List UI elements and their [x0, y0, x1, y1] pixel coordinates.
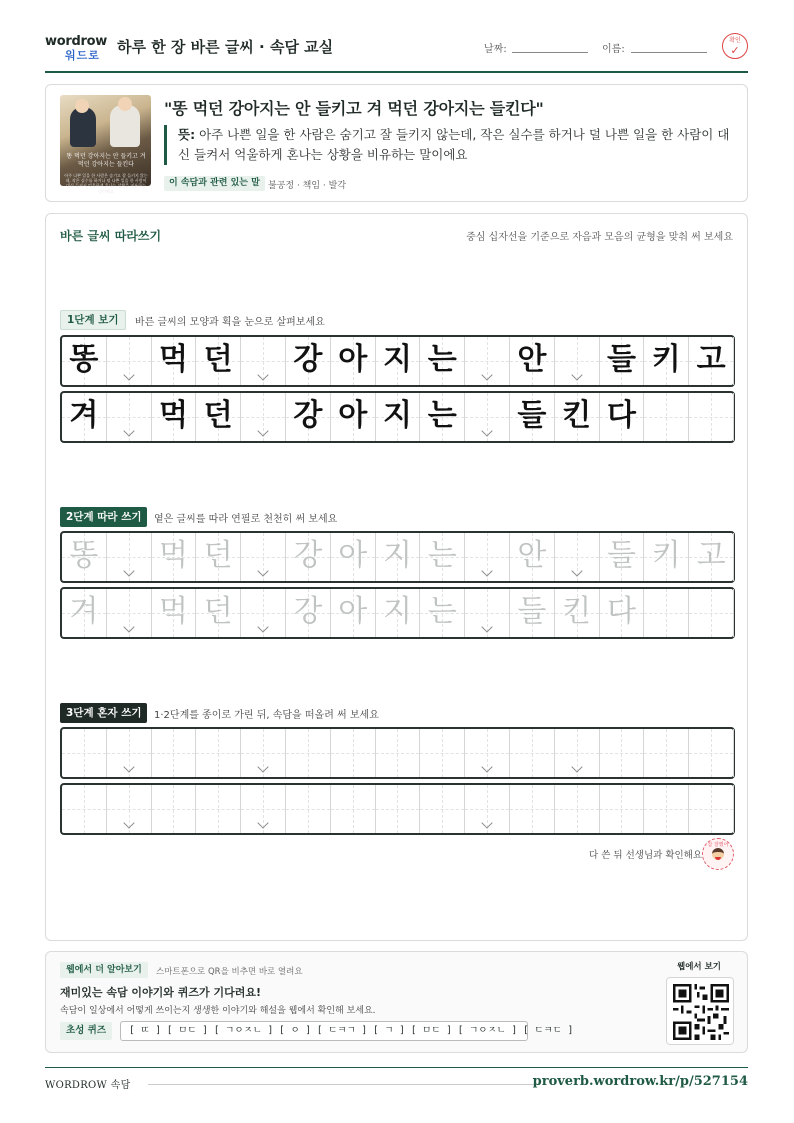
- grid-cell: [286, 337, 331, 385]
- logo-korean: 워드로: [65, 49, 100, 62]
- grid-cell[interactable]: [62, 533, 107, 581]
- practice-note: 중심 십자선을 기준으로 자음과 모음의 균형을 맞춰 써 보세요: [466, 232, 733, 243]
- space-mark-icon: [481, 621, 492, 632]
- grid-character: 안: [517, 538, 547, 573]
- grid-cell[interactable]: [689, 589, 734, 637]
- step1-row-1: [60, 335, 735, 387]
- quiz-label: 초성 퀴즈: [60, 1022, 112, 1040]
- grid-cell: [196, 337, 241, 385]
- grid-character: 아: [338, 538, 368, 573]
- grid-cell: [376, 393, 421, 441]
- grid-character: 던: [203, 594, 233, 629]
- space-mark-icon: [257, 761, 268, 772]
- grid-cell[interactable]: [107, 533, 152, 581]
- step3-badge: 3단계 혼자 쓰기: [60, 703, 147, 723]
- web-headline: 재미있는 속담 이야기와 퀴즈가 기다려요!: [60, 986, 261, 999]
- grid-cell[interactable]: [331, 785, 376, 833]
- step2-desc: 옅은 글씨를 따라 연필로 천천히 써 보세요: [154, 514, 338, 525]
- space-mark-icon: [123, 565, 134, 576]
- grid-cell: [510, 393, 555, 441]
- grid-cell[interactable]: [510, 589, 555, 637]
- grid-cell[interactable]: [510, 729, 555, 777]
- grid-character: 는: [427, 538, 457, 573]
- grid-character: 들: [517, 594, 547, 629]
- grid-cell[interactable]: [600, 785, 645, 833]
- grid-character: 는: [427, 398, 457, 433]
- stamp-text: 확인: [729, 37, 741, 44]
- grid-cell: [600, 337, 645, 385]
- teacher-check-note: 다 쓴 뒤 선생님과 확인해요: [589, 850, 703, 861]
- related-words-label: 이 속담과 관련 있는 말: [164, 176, 265, 191]
- grid-cell: [152, 337, 197, 385]
- checkmark-icon: ✓: [730, 44, 740, 57]
- grid-cell[interactable]: [152, 785, 197, 833]
- grid-character: 들: [607, 538, 636, 573]
- grid-character: 지: [383, 594, 412, 629]
- step2-row-2[interactable]: [60, 587, 735, 639]
- grid-cell[interactable]: [465, 589, 510, 637]
- grid-cell: [62, 393, 107, 441]
- grid-character: 겨: [69, 594, 99, 629]
- name-field[interactable]: [631, 52, 707, 53]
- grid-character: 키: [651, 342, 681, 377]
- space-mark-icon: [123, 425, 134, 436]
- grid-cell: [600, 393, 645, 441]
- grid-cell[interactable]: [555, 729, 600, 777]
- proverb-title: "똥 먹던 강아지는 안 들키고 겨 먹던 강아지는 들킨다": [164, 99, 544, 118]
- grid-cell[interactable]: [644, 785, 689, 833]
- step3-row-2[interactable]: [60, 783, 735, 835]
- grid-character: 지: [383, 538, 412, 573]
- grid-cell[interactable]: [286, 533, 331, 581]
- step2-badge: 2단계 따라 쓰기: [60, 507, 147, 527]
- grid-cell[interactable]: [286, 729, 331, 777]
- space-mark-icon: [257, 565, 268, 576]
- grid-character: 고: [696, 342, 726, 377]
- grid-cell[interactable]: [376, 533, 421, 581]
- grid-character: 들: [607, 342, 636, 377]
- grid-character: 들: [517, 398, 547, 433]
- meaning-text: 아주 나쁜 일을 한 사람은 숨기고 잘 들키지 않는데, 작은 실수를 하거나 덜 나쁜 일을 한 사람이 대신 들켜서 억울하게 혼나는 상황을 비유하는 말이에요: [178, 127, 730, 162]
- web-description: 속담이 일상에서 어떻게 쓰이는지 생생한 이야기와 해설을 웹에서 확인해 보세요.: [60, 1006, 376, 1016]
- grid-cell[interactable]: [420, 729, 465, 777]
- space-mark-icon: [257, 621, 268, 632]
- grid-cell: [286, 393, 331, 441]
- grid-character: 는: [427, 342, 457, 377]
- grid-character: 고: [696, 538, 726, 573]
- space-mark-icon: [257, 817, 268, 828]
- step3-desc: 1·2단계를 종이로 가린 뒤, 속담을 떠올려 써 보세요: [154, 710, 379, 721]
- grid-cell[interactable]: [376, 589, 421, 637]
- grid-character: 아: [338, 594, 368, 629]
- grid-character: 강: [293, 398, 323, 433]
- grid-cell[interactable]: [107, 729, 152, 777]
- check-stamp-icon: [722, 33, 748, 59]
- grid-cell[interactable]: [241, 533, 286, 581]
- grid-character: 똥: [69, 538, 99, 573]
- grid-cell[interactable]: [600, 533, 645, 581]
- grid-character: 키: [651, 538, 681, 573]
- grid-cell: [689, 393, 734, 441]
- space-mark-icon: [257, 369, 268, 380]
- grid-character: 아: [338, 342, 368, 377]
- grid-cell: [241, 393, 286, 441]
- logo-wordmark: wordrow: [45, 34, 107, 49]
- space-mark-icon: [481, 761, 492, 772]
- grid-character: 아: [338, 398, 368, 433]
- grid-cell[interactable]: [62, 589, 107, 637]
- page-header: [45, 30, 748, 73]
- grid-character: 킨: [562, 594, 592, 629]
- grid-cell[interactable]: [286, 589, 331, 637]
- grid-character: 강: [293, 342, 323, 377]
- grid-cell[interactable]: [107, 589, 152, 637]
- grid-cell[interactable]: [196, 533, 241, 581]
- grid-character: 지: [383, 342, 412, 377]
- space-mark-icon: [481, 817, 492, 828]
- grid-cell: [331, 337, 376, 385]
- footer-rule: [148, 1084, 540, 1085]
- grid-cell: [107, 337, 152, 385]
- space-mark-icon: [481, 425, 492, 436]
- grid-cell[interactable]: [465, 533, 510, 581]
- grid-cell[interactable]: [196, 785, 241, 833]
- space-mark-icon: [257, 425, 268, 436]
- grid-cell[interactable]: [555, 785, 600, 833]
- space-mark-icon: [123, 817, 134, 828]
- grid-character: 는: [427, 594, 457, 629]
- proverb-card: [45, 84, 748, 202]
- grid-cell[interactable]: [241, 785, 286, 833]
- grid-character: 던: [203, 398, 233, 433]
- grid-character: 겨: [69, 398, 99, 433]
- qr-code-icon[interactable]: [666, 977, 734, 1045]
- grid-cell[interactable]: [420, 785, 465, 833]
- footer-url-link[interactable]: proverb.wordrow.kr/p/527154: [532, 1074, 748, 1089]
- space-mark-icon: [123, 761, 134, 772]
- grid-character: 던: [203, 342, 233, 377]
- practice-section: [45, 213, 748, 941]
- grid-cell: [152, 393, 197, 441]
- grid-cell[interactable]: [152, 533, 197, 581]
- grid-cell[interactable]: [600, 589, 645, 637]
- grid-cell: [107, 393, 152, 441]
- chosung-quiz: [ ㄸ ] [ ㅁㄷ ] [ ㄱㅇㅈㄴ ] [ ㅇ ] [ ㄷㅋㄱ ] [ ㄱ ] [ ㅁㄷ ] [ ㄱㅇㅈㄴ ] [ ㄷㅋㄷ ]: [120, 1021, 528, 1041]
- step1-badge: 1단계 보기: [60, 310, 126, 330]
- name-label: 이름:: [602, 44, 625, 55]
- grid-cell[interactable]: [465, 729, 510, 777]
- grid-cell[interactable]: [331, 589, 376, 637]
- step1-row-2: [60, 391, 735, 443]
- grid-cell[interactable]: [465, 785, 510, 833]
- grid-cell[interactable]: [420, 533, 465, 581]
- grid-cell[interactable]: [644, 533, 689, 581]
- meaning-label: 뜻:: [178, 127, 196, 142]
- good-job-sticker-icon: [702, 838, 734, 870]
- grid-cell: [331, 393, 376, 441]
- sticker-text: 참 잘했어: [707, 842, 729, 848]
- space-mark-icon: [481, 369, 492, 380]
- grid-cell: [241, 337, 286, 385]
- grid-cell[interactable]: [241, 729, 286, 777]
- qr-label: 웹에서 보기: [676, 962, 721, 972]
- proverb-illustration: [60, 95, 151, 194]
- footer-divider: [45, 1067, 748, 1068]
- grid-character: 킨: [562, 398, 592, 433]
- space-mark-icon: [481, 565, 492, 576]
- grid-character: 강: [293, 594, 323, 629]
- practice-title: 바른 글씨 따라쓰기: [60, 229, 162, 243]
- grid-cell: [465, 393, 510, 441]
- grid-cell[interactable]: [510, 785, 555, 833]
- date-label: 날짜:: [484, 44, 507, 55]
- wordrow-logo[interactable]: [45, 34, 109, 64]
- grid-cell[interactable]: [331, 729, 376, 777]
- grid-cell[interactable]: [510, 533, 555, 581]
- grid-cell: [510, 337, 555, 385]
- grid-cell[interactable]: [152, 729, 197, 777]
- grid-cell: [62, 337, 107, 385]
- step3-row-1[interactable]: [60, 727, 735, 779]
- grid-character: 지: [383, 398, 412, 433]
- grid-cell[interactable]: [196, 589, 241, 637]
- grid-cell[interactable]: [689, 533, 734, 581]
- grid-cell[interactable]: [376, 785, 421, 833]
- grid-cell[interactable]: [62, 729, 107, 777]
- space-mark-icon: [571, 565, 582, 576]
- related-words: 불공정 · 책임 · 발각: [268, 181, 347, 191]
- grid-character: 던: [203, 538, 233, 573]
- grid-cell: [689, 337, 734, 385]
- proverb-meaning: [164, 125, 734, 165]
- page-title: 하루 한 장 바른 글씨 · 속담 교실: [117, 38, 334, 56]
- grid-character: 먹: [159, 594, 188, 629]
- grid-cell: [555, 393, 600, 441]
- grid-cell: [465, 337, 510, 385]
- grid-cell[interactable]: [286, 785, 331, 833]
- grid-cell[interactable]: [689, 785, 734, 833]
- space-mark-icon: [123, 369, 134, 380]
- illustration-subcaption: 아주 나쁜 일을 한 사람은 숨기고 잘 들키지 않는데, 작은 실수를 하거나 덜 나쁜 일을 한 사람이 대신 들켜서 억울하게 혼나는 상황을 비유하는 말이에요: [64, 173, 148, 194]
- grid-character: 똥: [69, 342, 99, 377]
- grid-cell: [644, 393, 689, 441]
- grid-cell[interactable]: [644, 589, 689, 637]
- grid-character: 안: [517, 342, 547, 377]
- footer-brand: WORDROW 속담: [45, 1080, 131, 1091]
- grid-cell[interactable]: [241, 589, 286, 637]
- grid-cell: [644, 337, 689, 385]
- grid-character: 다: [607, 398, 636, 433]
- grid-cell[interactable]: [152, 589, 197, 637]
- grid-cell[interactable]: [107, 785, 152, 833]
- grid-character: 먹: [159, 342, 188, 377]
- grid-cell: [420, 337, 465, 385]
- space-mark-icon: [571, 761, 582, 772]
- illustration-caption: 똥 먹던 강아지는 안 들키고 겨 먹던 강아지는 들킨다: [66, 153, 146, 168]
- grid-cell[interactable]: [644, 729, 689, 777]
- grid-cell[interactable]: [555, 533, 600, 581]
- grid-cell[interactable]: [689, 729, 734, 777]
- web-promo-box: [45, 951, 748, 1053]
- grid-cell[interactable]: [420, 589, 465, 637]
- grid-cell: [196, 393, 241, 441]
- grid-cell: [555, 337, 600, 385]
- date-field[interactable]: [512, 52, 588, 53]
- grid-character: 먹: [159, 398, 188, 433]
- grid-cell: [376, 337, 421, 385]
- step1-desc: 바른 글씨의 모양과 획을 눈으로 살펴보세요: [135, 317, 325, 328]
- grid-character: 강: [293, 538, 323, 573]
- grid-cell[interactable]: [555, 589, 600, 637]
- web-label: 웹에서 더 알아보기: [60, 962, 148, 978]
- space-mark-icon: [123, 621, 134, 632]
- grid-cell[interactable]: [331, 533, 376, 581]
- grid-cell[interactable]: [196, 729, 241, 777]
- grid-cell[interactable]: [62, 785, 107, 833]
- space-mark-icon: [571, 369, 582, 380]
- grid-cell[interactable]: [600, 729, 645, 777]
- grid-character: 다: [607, 594, 636, 629]
- grid-character: 먹: [159, 538, 188, 573]
- web-hint: 스마트폰으로 QR을 비추면 바로 열려요: [156, 967, 303, 977]
- grid-cell[interactable]: [376, 729, 421, 777]
- step2-row-1[interactable]: [60, 531, 735, 583]
- grid-cell: [420, 393, 465, 441]
